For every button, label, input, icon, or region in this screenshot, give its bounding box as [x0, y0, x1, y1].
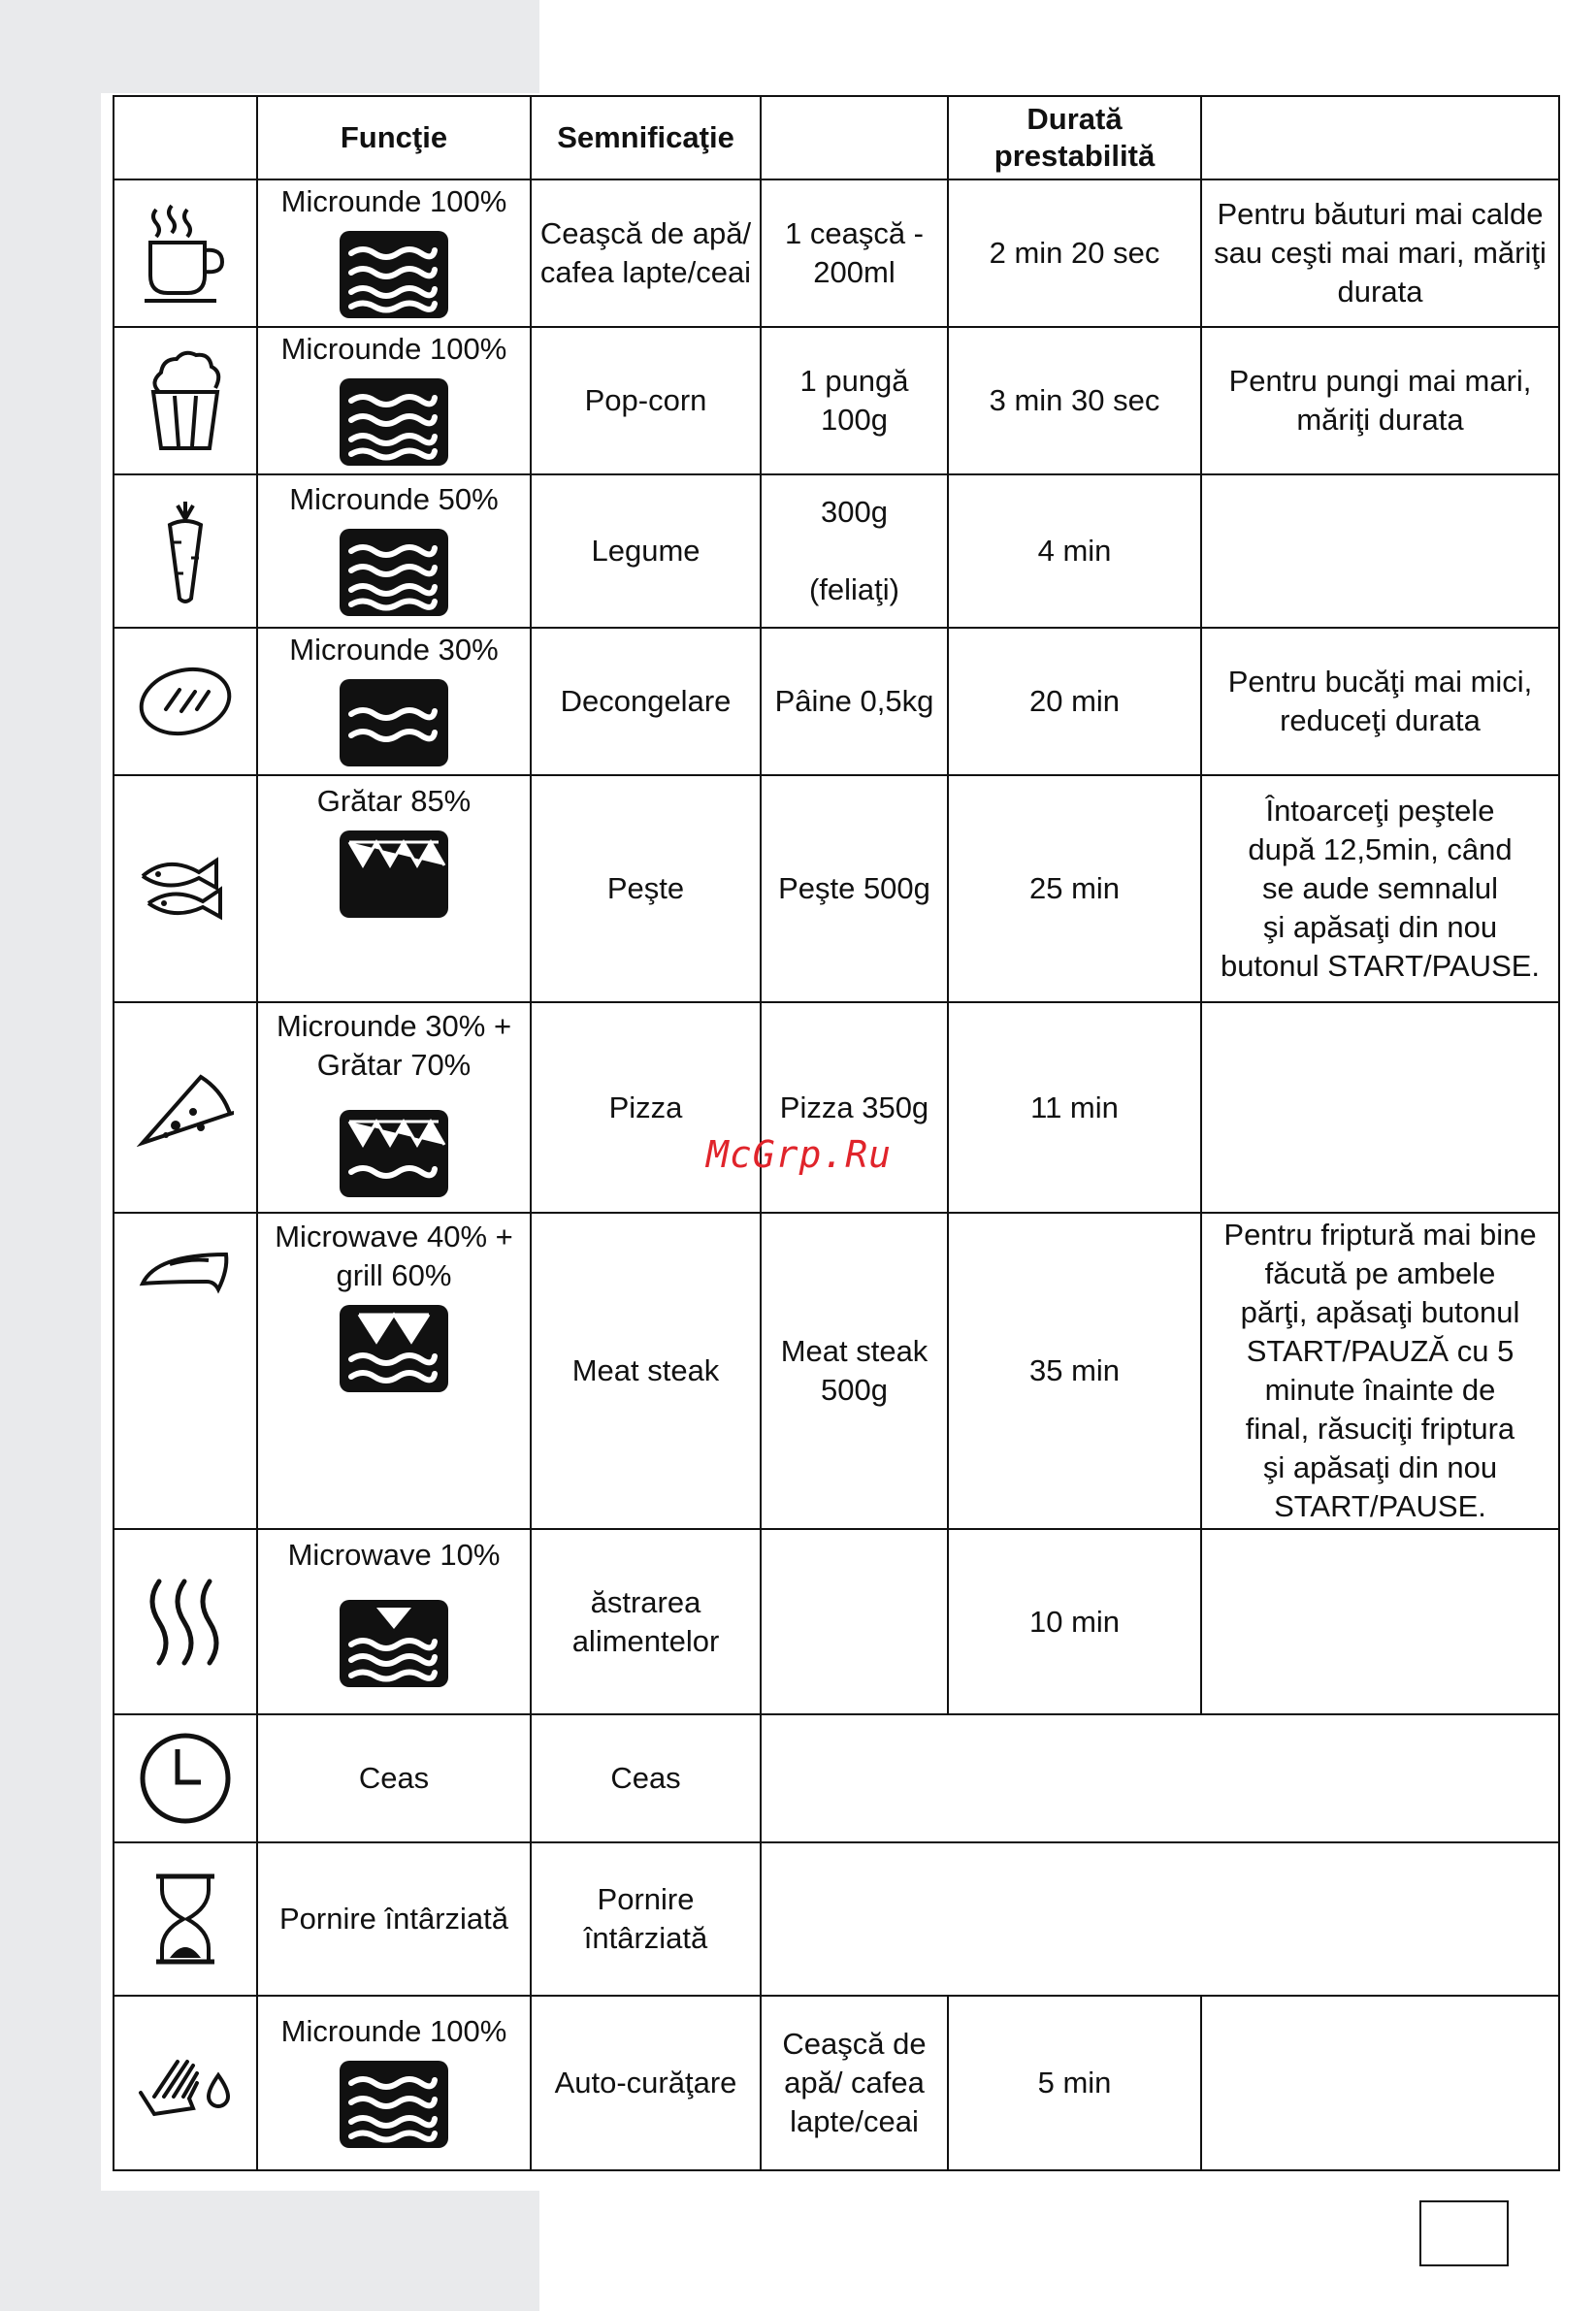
row-icon-cell [114, 1842, 257, 1996]
grill-badge-icon [338, 829, 450, 920]
meaning-cell: Legume [531, 474, 761, 628]
quantity-cell: Pâine 0,5kg [761, 628, 948, 775]
quantity-cell: Ceaşcă de apă/ cafea lapte/ceai [761, 1996, 948, 2170]
table-row [114, 1996, 1559, 2170]
row-icon-cell [114, 1714, 257, 1842]
note-line: Pentru friptură mai bine [1223, 1218, 1537, 1252]
function-label: Microwave 10% [287, 1538, 501, 1572]
function-cell [257, 1213, 531, 1529]
meaning-cell: ăstrarea alimentelor [531, 1529, 761, 1714]
meaning-cell: Ceas [531, 1714, 761, 1842]
grill-2waves-badge-icon [338, 1303, 450, 1394]
duration-cell: 2 min 20 sec [948, 179, 1201, 327]
note-cell [1201, 1529, 1559, 1714]
waves-3-badge-icon [338, 527, 450, 618]
meaning-cell: Decongelare [531, 628, 761, 775]
header-duration-line2: prestabilită [993, 139, 1156, 173]
function-label: Microunde 100% [280, 332, 507, 366]
meaning-cell: Peşte [531, 775, 761, 1002]
empty-merged-cell [761, 1842, 1559, 1996]
row-icon-cell [114, 1529, 257, 1714]
waves-3-badge-icon [338, 376, 450, 468]
note-line: după 12,5min, când [1248, 832, 1513, 866]
quantity-cell: 1 ceaşcă - 200ml [761, 179, 948, 327]
waves-3-badge-icon [338, 229, 450, 320]
row-icon-cell [114, 1213, 257, 1529]
note-line: şi apăsaţi din nou [1262, 910, 1498, 944]
table-row [114, 1714, 1559, 1842]
note-line: START/PAUZĂ cu 5 [1246, 1334, 1515, 1368]
row-icon-cell [114, 474, 257, 628]
waves-2-badge-icon [338, 677, 450, 768]
table-row [114, 474, 1559, 628]
cleaning-icon [137, 2046, 234, 2120]
note-cell [1201, 1213, 1559, 1529]
left-margin-strip [0, 0, 101, 2311]
table-row [114, 1529, 1559, 1714]
function-label: Microwave 40% + [275, 1220, 513, 1253]
function-cell: Ceas [257, 1714, 531, 1842]
table-row [114, 1842, 1559, 1996]
note-line: minute înainte de [1264, 1373, 1496, 1407]
table-header-row [114, 96, 1559, 179]
steak-icon [137, 1243, 234, 1301]
function-label: Microunde 30% + [276, 1009, 512, 1043]
table-row [114, 327, 1559, 474]
note-cell [1201, 775, 1559, 1002]
function-cell: Pornire întârziată [257, 1842, 531, 1996]
table-row [114, 1002, 1559, 1213]
duration-cell: 11 min [948, 1002, 1201, 1213]
function-label: Microunde 30% [289, 633, 499, 667]
note-cell: Pentru pungi mai mari, măriţi durata [1201, 327, 1559, 474]
table-row [114, 775, 1559, 1002]
clock-icon [139, 1732, 232, 1825]
note-cell: Pentru băuturi mai calde sau ceşti mai mari, măriţi durata [1201, 179, 1559, 327]
quantity-cell: 1 pungă 100g [761, 327, 948, 474]
note-line: START/PAUSE. [1274, 1489, 1486, 1523]
top-margin-strip [101, 0, 539, 93]
note-cell [1201, 474, 1559, 628]
note-line: final, răsuciţi friptura [1245, 1412, 1515, 1446]
duration-cell: 10 min [948, 1529, 1201, 1714]
header-icon-col [114, 96, 257, 179]
note-line: făcută pe ambele [1264, 1256, 1496, 1290]
quantity-cell: Meat steak 500g [761, 1213, 948, 1529]
row-icon-cell [114, 327, 257, 474]
row-icon-cell [114, 1996, 257, 2170]
header-meaning: Semnificaţie [531, 96, 761, 179]
header-quantity [761, 96, 948, 179]
watermark: McGrp.Ru [706, 1133, 893, 1176]
row-icon-cell [114, 1002, 257, 1213]
note-line: Întoarceţi peştele [1265, 794, 1495, 828]
quantity-line2: (feliaţi) [808, 572, 899, 606]
row-icon-cell [114, 775, 257, 1002]
duration-cell: 4 min [948, 474, 1201, 628]
note-line: şi apăsaţi din nou [1262, 1450, 1498, 1484]
quantity-line1: 300g [821, 495, 888, 529]
fish-icon [137, 855, 234, 923]
note-line: se aude semnalul [1262, 871, 1498, 905]
function-cell [257, 327, 531, 474]
popcorn-icon [142, 347, 229, 454]
note-cell [1201, 1996, 1559, 2170]
meaning-cell: Pizza [531, 1002, 761, 1213]
quantity-cell: Peşte 500g [761, 775, 948, 1002]
header-function: Funcţie [257, 96, 531, 179]
steam-icon [142, 1576, 229, 1669]
note-cell: Pentru bucăţi mai mici, reduceţi durata [1201, 628, 1559, 775]
row-icon-cell [114, 179, 257, 327]
meaning-cell: Meat steak [531, 1213, 761, 1529]
duration-cell: 5 min [948, 1996, 1201, 2170]
duration-cell: 20 min [948, 628, 1201, 775]
note-line: părţi, apăsaţi butonul [1240, 1295, 1520, 1329]
function-cell [257, 775, 531, 1002]
function-cell [257, 1996, 531, 2170]
keep-warm-badge-icon [338, 1598, 450, 1689]
row-icon-cell [114, 628, 257, 775]
function-label: Microunde 50% [289, 482, 499, 516]
note-cell [1201, 1002, 1559, 1213]
duration-cell: 25 min [948, 775, 1201, 1002]
function-cell [257, 1529, 531, 1714]
header-duration-line1: Durată [1026, 102, 1123, 136]
meaning-cell: Ceaşcă de apă/ cafea lapte/ceai [531, 179, 761, 327]
meaning-cell: Pornire întârziată [531, 1842, 761, 1996]
function-label: Grătar 70% [316, 1048, 472, 1082]
header-notes [1201, 96, 1559, 179]
quantity-cell [761, 474, 948, 628]
function-cell [257, 474, 531, 628]
function-cell [257, 179, 531, 327]
function-label: Microunde 100% [280, 184, 507, 218]
cup-icon [137, 200, 234, 307]
header-duration [948, 96, 1201, 179]
duration-cell: 3 min 30 sec [948, 327, 1201, 474]
function-label: grill 60% [336, 1258, 452, 1292]
note-line: butonul START/PAUSE. [1220, 949, 1541, 983]
bread-icon [137, 665, 234, 738]
waves-3-badge-icon [338, 2059, 450, 2150]
function-label: Microunde 100% [280, 2014, 507, 2048]
function-cell [257, 1002, 531, 1213]
function-cell [257, 628, 531, 775]
table-row [114, 1213, 1559, 1529]
empty-merged-cell [761, 1714, 1559, 1842]
meaning-cell: Auto-curăţare [531, 1996, 761, 2170]
table-row [114, 179, 1559, 327]
page-number-box [1419, 2200, 1509, 2266]
table-row [114, 628, 1559, 775]
grill-wave-badge-icon [338, 1108, 450, 1199]
quantity-cell: Pizza 350g [761, 1002, 948, 1213]
meaning-cell: Pop-corn [531, 327, 761, 474]
function-label: Grătar 85% [316, 784, 472, 818]
pizza-icon [137, 1069, 234, 1147]
duration-cell: 35 min [948, 1213, 1201, 1529]
quantity-cell [761, 1529, 948, 1714]
carrot-icon [156, 498, 214, 604]
hourglass-icon [147, 1872, 224, 1966]
bottom-margin-strip [101, 2191, 539, 2311]
